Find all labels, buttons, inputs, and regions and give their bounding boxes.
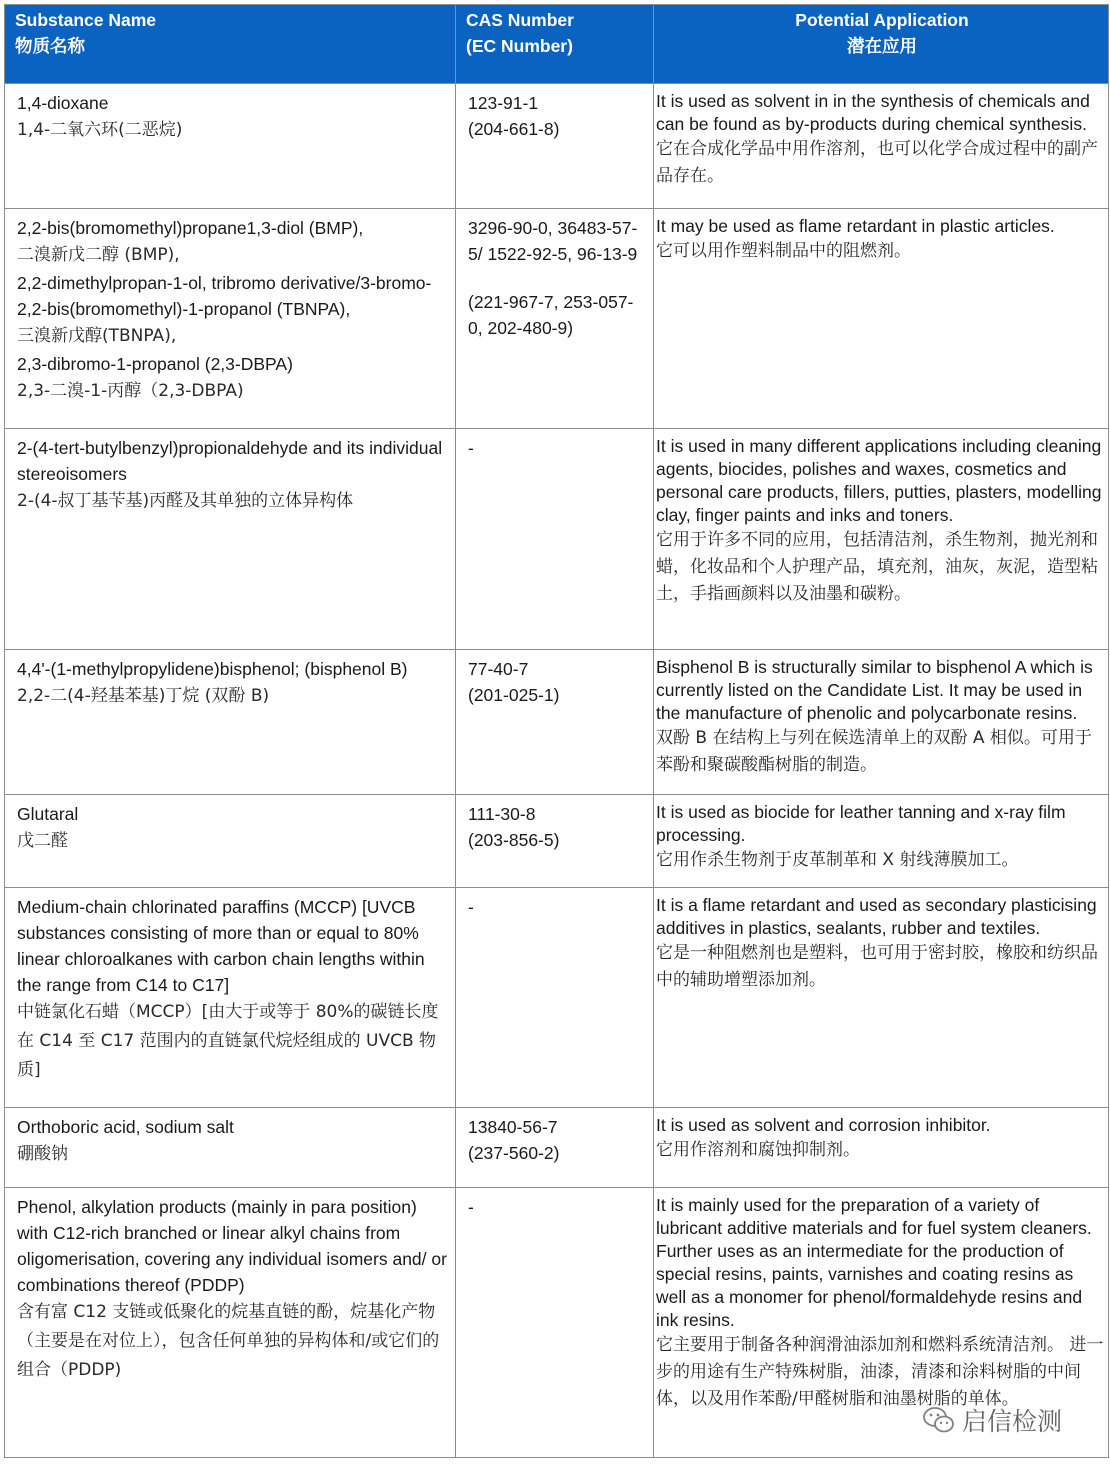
substance-name-cell: Orthoboric acid, sodium salt 硼酸钠 [5,1108,456,1188]
application-cell: It is used as solvent in in the synthesis of chemicals and can be found as by-products during chemical synthesis. 它在合成化学品中用作溶剂，也可以化学合成过程中的副产品存在。 [654,84,1109,209]
cas-number-cell: - [456,888,654,1108]
cas-number-cell: 77-40-7 (201-025-1) [456,650,654,795]
wechat-icon [922,1405,956,1435]
table-row [5,1108,1109,1188]
header-substance-name: Substance Name 物质名称 [5,5,456,84]
substance-name-cell: Phenol, alkylation products (mainly in para position) with C12-rich branched or linear alkyl chains from oligomerisation, covering any individual isomers and/ or combinations thereof (PDDP) 含有富 C12 支链或低聚化的烷基直链的酚，烷基化产物（主要是在对位上），包含任何单独的异构体和/或它们的组合（PDDP) [5,1188,456,1458]
substance-name-cell: 4,4'-(1-methylpropylidene)bisphenol; (bisphenol B) 2,2-二(4-羟基苯基)丁烷 (双酚 B) [5,650,456,795]
application-cell: Bisphenol B is structurally similar to bisphenol A which is currently listed on the Candidate List. It may be used in the manufacture of phenolic and polycarbonate resins. 双酚 B 在结构上与列在候选清单上的双酚 A 相似。可用于苯酚和聚碳酸酯树脂的制造。 [654,650,1109,795]
table-row [5,84,1109,209]
table-row [5,429,1109,650]
table-header-row [5,5,1109,84]
table-row [5,650,1109,795]
cas-number-cell: - [456,429,654,650]
table-row [5,795,1109,888]
application-cell: It may be used as flame retardant in plastic articles. 它可以用作塑料制品中的阻燃剂。 [654,209,1109,429]
watermark [922,1402,1062,1438]
cas-number-cell: 111-30-8 (203-856-5) [456,795,654,888]
header-potential-application: Potential Application 潜在应用 [654,5,1109,84]
substance-name-cell: 2-(4-tert-butylbenzyl)propionaldehyde and its individual stereoisomers 2-(4-叔丁基苄基)丙醛及其单独的立体异构体 [5,429,456,650]
table-row [5,209,1109,429]
application-cell: It is used as biocide for leather tanning and x-ray film processing. 它用作杀生物剂于皮革制革和 X 射线薄膜加工。 [654,795,1109,888]
cas-number-cell: - [456,1188,654,1458]
substance-name-cell: Glutaral 戊二醛 [5,795,456,888]
cas-number-cell: 123-91-1 (204-661-8) [456,84,654,209]
svhc-table [4,4,1109,1458]
table-row [5,888,1109,1108]
substance-name-cell: 1,4-dioxane 1,4-二氧六环(二恶烷) [5,84,456,209]
application-cell: It is used as solvent and corrosion inhibitor. 它用作溶剂和腐蚀抑制剂。 [654,1108,1109,1188]
application-cell: It is used in many different applications including cleaning agents, biocides, polishes and waxes, cosmetics and personal care products, fillers, putties, plasters, modelling clay, finger paints and inks and toners. 它用于许多不同的应用，包括清洁剂，杀生物剂，抛光剂和蜡，化妆品和个人护理产品，填充剂，油灰，灰泥，造型粘土，手指画颜料以及油墨和碳粉。 [654,429,1109,650]
header-cas-number: CAS Number (EC Number) [456,5,654,84]
substance-name-cell: 2,2-bis(bromomethyl)propane1,3-diol (BMP), 二溴新戊二醇 (BMP), 2,2-dimethylpropan-1-ol, tribromo derivative/3-bromo-2,2-bis(bromomethyl)-1-propanol (TBNPA), 三溴新戊醇(TBNPA), 2,3-dibromo-1-propanol (2,3-DBPA) 2,3-二溴-1-丙醇（2,3-DBPA) [5,209,456,429]
cas-number-cell: 3296-90-0, 36483-57-5/ 1522-92-5, 96-13-9 (221-967-7, 253-057-0, 202-480-9) [456,209,654,429]
substance-name-cell: Medium-chain chlorinated paraffins (MCCP) [UVCB substances consisting of more than or equal to 80% linear chloroalkanes with carbon chain lengths within the range from C14 to C17] 中链氯化石蜡（MCCP）[由大于或等于 80%的碳链长度在 C14 至 C17 范围内的直链氯代烷烃组成的 UVCB 物质] [5,888,456,1108]
cas-number-cell: 13840-56-7 (237-560-2) [456,1108,654,1188]
application-cell: It is mainly used for the preparation of a variety of lubricant additive materials and for fuel system cleaners. Further uses as an intermediate for the production of special resins, paints, varnishes and coating resins as well as a monomer for phenol/formaldehyde resins and ink resins. 它主要用于制备各种润滑油添加剂和燃料系统清洁剂。 进一步的用途有生产特殊树脂，油漆，清漆和涂料树脂的中间体，以及用作苯酚/甲醛树脂和油墨树脂的单体。 [654,1188,1109,1458]
watermark-text: 启信检测 [962,1407,1063,1436]
application-cell: It is a flame retardant and used as secondary plasticising additives in plastics, sealants, rubber and textiles. 它是一种阻燃剂也是塑料，也可用于密封胶，橡胶和纺织品中的辅助增塑添加剂。 [654,888,1109,1108]
